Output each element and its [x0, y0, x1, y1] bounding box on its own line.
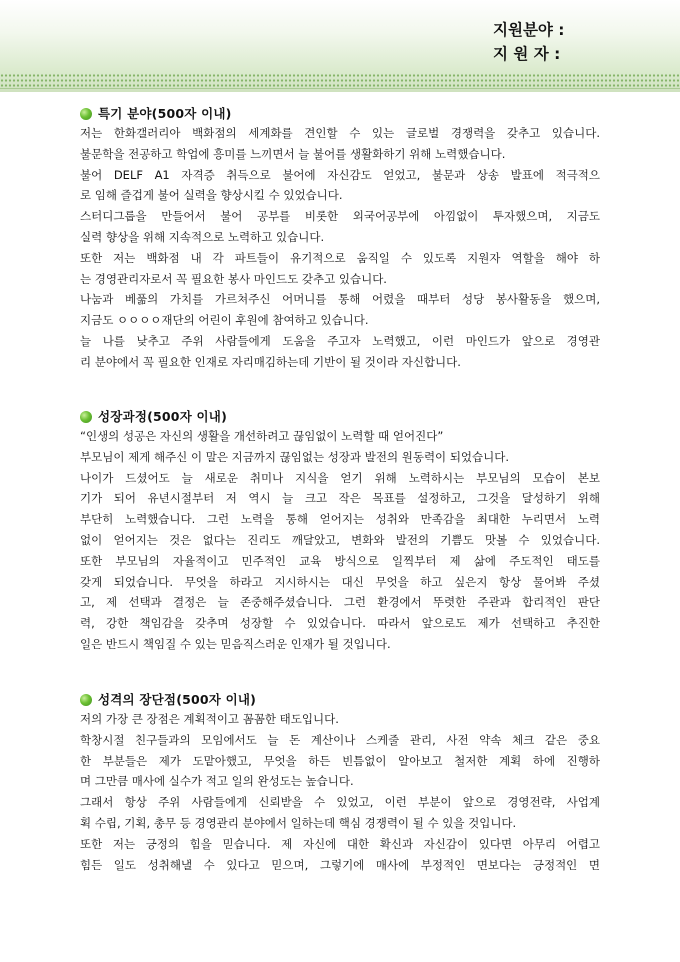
- text-line: 학창시절 친구들과의 모임에서도 늘 돈 계산이나 스케줄 관리, 사전 약속 체크 같은 중요: [80, 732, 600, 747]
- text-line: 력, 강한 책임감을 갖추며 성장할 수 있었습니다. 따라서 앞으로도 제가 선택하고 추진한: [80, 616, 600, 631]
- applicant-name-label: 지 원 자 :: [493, 45, 561, 63]
- text-line: 로 임해 즐겁게 불어 실력을 향상시킬 수 있었습니다.: [80, 188, 343, 203]
- header-banner: [0, 0, 680, 92]
- section-title: 성격의 장단점(500자 이내): [80, 691, 600, 709]
- header-divider: [0, 88, 680, 89]
- text-line: 지금도 ㅇㅇㅇㅇ재단의 어린이 후원에 참여하고 있습니다.: [80, 313, 369, 328]
- text-line: 일은 반드시 책임질 수 있는 믿음직스러운 인재가 될 것입니다.: [80, 636, 391, 651]
- text-line: 저의 가장 큰 장점은 계획적이고 꼼꼼한 태도입니다.: [80, 712, 339, 726]
- header-dot-row: [0, 84, 680, 87]
- text-line: 불어 DELF A1 자격증 취득으로 불어에 자신감도 얻었고, 불문과 상송 발표에 적극적으: [80, 167, 600, 182]
- text-line: 저는 한화갤러리아 백화점의 세계화를 견인할 수 있는 글로벌 경쟁력을 갖추고 있습니다.: [80, 126, 600, 140]
- text-line: 기가 되어 유년시절부터 저 역시 늘 크고 작은 목표를 설정하고, 그것을 달성하기 위해: [80, 491, 600, 506]
- text-line: 갖게 되었습니다. 무엇을 하라고 지시하시는 대신 무엇을 하고 싶은지 항상 물어봐 주셨: [80, 574, 600, 589]
- text-line: 한 부분들은 제가 도맡아했고, 무엇을 하든 빈틈없이 알아보고 철저한 계획 하에 진행하: [80, 753, 600, 768]
- text-line: “인생의 성공은 자신의 생활을 개선하려고 끊임없이 노력할 때 얻어진다”: [80, 429, 444, 443]
- text-line: 힘든 일도 성취해낼 수 있다고 믿으며, 그렇기에 매사에 부정적인 면보다는 긍정적인 면: [80, 857, 600, 872]
- text-line: 는 경영관리자로서 꼭 필요한 봉사 마인드도 갖추고 있습니다.: [80, 271, 387, 286]
- text-line: 나이가 드셨어도 늘 새로운 취미나 지식을 얻기 위해 노력하시는 부모님의 모습이 본보: [80, 470, 600, 485]
- green-bullet-icon: [80, 108, 92, 120]
- text-line: 실력 향상을 위해 지속적으로 노력하고 있습니다.: [80, 229, 325, 244]
- header-dot-row: [0, 79, 680, 82]
- applicant-meta: [493, 18, 565, 66]
- section-body: [80, 709, 600, 875]
- text-line: 부모님이 제게 해주신 이 말은 지금까지 끊임없는 성장과 발전의 원동력이 되었습니다.: [80, 449, 510, 464]
- text-line: 없이 얻어지는 것은 없다는 진리도 깨달았고, 변화와 발전의 기쁨도 맛볼 수 있었습니다.: [80, 532, 600, 547]
- green-bullet-icon: [80, 411, 92, 423]
- text-line: 스터디그룹을 만들어서 불어 공부를 비롯한 외국어공부에 아낌없이 투자했으며, 지금도: [80, 209, 600, 224]
- text-line: 그래서 항상 주위 사람들에게 신뢰받을 수 있었고, 이런 부분이 앞으로 경영전략, 사업계: [80, 795, 600, 810]
- section-body: [80, 426, 600, 655]
- header-dot-row: [0, 74, 680, 77]
- text-line: 나눔과 베풂의 가치를 가르쳐주신 어머니를 통해 어렸을 때부터 성당 봉사활동을 했으며,: [80, 292, 600, 307]
- section-special-skills: [80, 105, 600, 373]
- text-line: 또한 저는 백화점 내 각 파트들이 유기적으로 움직일 수 있도록 지원자 역할을 해야 하: [80, 250, 600, 265]
- text-line: 늘 나를 낮추고 주위 사람들에게 도움을 주고자 노력했고, 이런 마인드가 앞으로 경영관: [80, 333, 600, 348]
- text-line: 또한 부모님의 자율적이고 민주적인 교육 방식으로 일찍부터 제 삶에 주도적인 태도를: [80, 553, 600, 568]
- text-line: 리 분야에서 꼭 필요한 인재로 자리매김하는데 기반이 될 것이라 자신합니다.: [80, 354, 461, 369]
- text-line: 또한 저는 긍정의 힘을 믿습니다. 제 자신에 대한 확신과 자신감이 있다면 아무리 어렵고: [80, 836, 600, 851]
- text-line: 부단히 노력했습니다. 그런 노력을 통해 얻어지는 성취와 만족감을 최대한 누리면서 노력: [80, 512, 600, 527]
- text-line: 고, 제 선택과 결정은 늘 존중해주셨습니다. 그런 환경에서 뚜렷한 주관과 합리적인 판단: [80, 595, 600, 610]
- section-growth: [80, 408, 600, 655]
- section-personality: [80, 691, 600, 875]
- field-label: 지원분야 :: [493, 21, 565, 39]
- green-bullet-icon: [80, 694, 92, 706]
- section-title: 성장과정(500자 이내): [80, 408, 600, 426]
- text-line: 획 수립, 기획, 총무 등 경영관리 분야에서 일하는데 핵심 경쟁력이 될 수 있을 것입니다.: [80, 815, 517, 830]
- text-line: 며 그만큼 매사에 실수가 적고 일의 완성도는 높습니다.: [80, 774, 354, 789]
- section-body: [80, 123, 600, 373]
- section-title: 특기 분야(500자 이내): [80, 105, 600, 123]
- text-line: 불문학을 전공하고 학업에 흥미를 느끼면서 늘 불어를 생활화하기 위해 노력했습니다.: [80, 146, 506, 161]
